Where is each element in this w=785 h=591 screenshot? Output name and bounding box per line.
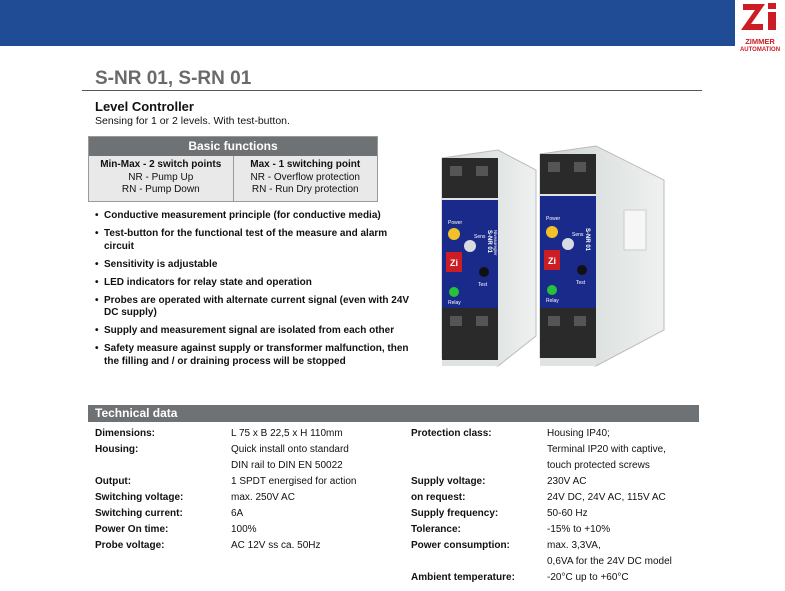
- feature-item: • Sensitivity is adjustable: [95, 259, 415, 272]
- device-sub-label: Niveauregler: [493, 230, 498, 256]
- feature-item: • Conductive measurement principle (for conductive media): [95, 210, 415, 223]
- feature-item: • LED indicators for relay state and operation: [95, 277, 415, 290]
- spec-label: Ambient temperature:: [411, 572, 515, 583]
- spec-value: AC 12V ss ca. 50Hz: [231, 540, 321, 551]
- spec-label: Output:: [95, 476, 132, 487]
- device-module-back: [540, 146, 664, 366]
- spec-label: Switching voltage:: [95, 492, 184, 503]
- product-description: Sensing for 1 or 2 levels. With test-button.: [95, 115, 290, 127]
- spec-value: touch protected screws: [547, 460, 650, 471]
- device-test-label: Test: [478, 282, 488, 288]
- spec-value: 230V AC: [547, 476, 587, 487]
- basic-functions-title: Basic functions: [89, 137, 377, 156]
- spec-value: 6A: [231, 508, 244, 519]
- device-module-front: [442, 150, 536, 366]
- page-title: S-NR 01, S-RN 01: [95, 68, 252, 89]
- spec-value: DIN rail to DIN EN 50022: [231, 460, 343, 471]
- spec-label: Housing:: [95, 444, 139, 455]
- spec-label: Switching current:: [95, 508, 183, 519]
- spec-label: Supply frequency:: [411, 508, 499, 519]
- zimmer-logo: [735, 0, 785, 60]
- spec-value: Housing IP40;: [547, 428, 610, 439]
- spec-label: Protection class:: [411, 428, 492, 439]
- spec-value: 24V DC, 24V AC, 115V AC: [547, 492, 666, 503]
- spec-value: Terminal IP20 with captive,: [547, 444, 666, 455]
- device-relay-label: Relay: [448, 300, 461, 306]
- spec-value: Quick install onto standard: [231, 444, 349, 455]
- col-header: Min-Max - 2 switch points: [100, 159, 222, 170]
- device-sens-label: Sens: [474, 234, 486, 240]
- col-line: NR - Pump Up: [128, 171, 194, 183]
- device-logo: Zi: [548, 256, 556, 266]
- technical-data-header: Technical data: [88, 405, 699, 422]
- col-line: RN - Pump Down: [121, 184, 200, 195]
- col-line: RN - Run Dry protection: [251, 184, 359, 195]
- spec-value: 1 SPDT energised for action: [231, 476, 357, 487]
- basic-functions-table: [88, 136, 378, 202]
- feature-item: • Probes are operated with alternate current signal (even with 24V DC supply): [95, 295, 415, 320]
- feature-item: • Test-button for the functional test of the measure and alarm circuit: [95, 228, 415, 253]
- spec-value: 100%: [231, 524, 257, 535]
- spec-value: 0,6VA for the 24V DC model: [547, 556, 672, 567]
- product-subtitle: Level Controller: [95, 99, 194, 114]
- spec-value: -20°C up to +60°C: [547, 572, 629, 583]
- device-logo: Zi: [450, 258, 458, 268]
- title-divider: [82, 90, 702, 91]
- spec-label: Power On time:: [95, 524, 169, 535]
- spec-value: max. 3,3VA,: [547, 540, 601, 551]
- device-sens-label: Sens: [572, 232, 584, 238]
- device-model-label: S-NR 01: [486, 230, 492, 254]
- spec-label: Probe voltage:: [95, 540, 165, 551]
- col-header: Max - 1 switching point: [250, 159, 361, 170]
- device-test-label: Test: [576, 280, 586, 286]
- spec-label: Power consumption:: [411, 540, 510, 551]
- zi-logo-icon: [741, 2, 779, 32]
- device-model-label: S-NR 01: [584, 228, 590, 252]
- device-power-label: Power: [448, 220, 463, 226]
- device-relay-label: Relay: [546, 298, 559, 304]
- spec-label: Dimensions:: [95, 428, 156, 439]
- basic-functions-col-min-max: [89, 156, 233, 201]
- spec-label: on request:: [411, 492, 466, 503]
- spec-label: Tolerance:: [411, 524, 461, 535]
- col-line: NR - Overflow protection: [250, 171, 360, 183]
- spec-value: -15% to +10%: [547, 524, 611, 535]
- basic-functions-col-max: [233, 156, 378, 201]
- brand-subname: AUTOMATION: [739, 47, 781, 53]
- device-power-label: Power: [546, 216, 561, 222]
- header-bar: [0, 0, 785, 46]
- spec-value: max. 250V AC: [231, 492, 295, 503]
- feature-list: [95, 210, 415, 374]
- spec-value: L 75 x B 22,5 x H 110mm: [231, 428, 343, 439]
- spec-label: Supply voltage:: [411, 476, 486, 487]
- spec-value: 50-60 Hz: [547, 508, 588, 519]
- feature-item: • Supply and measurement signal are isolated from each other: [95, 325, 415, 338]
- brand-name: ZIMMER: [745, 37, 775, 46]
- feature-item: • Safety measure against supply or transformer malfunction, then the filling and / or draining process will be stopped: [95, 343, 415, 368]
- product-photo: [428, 140, 676, 370]
